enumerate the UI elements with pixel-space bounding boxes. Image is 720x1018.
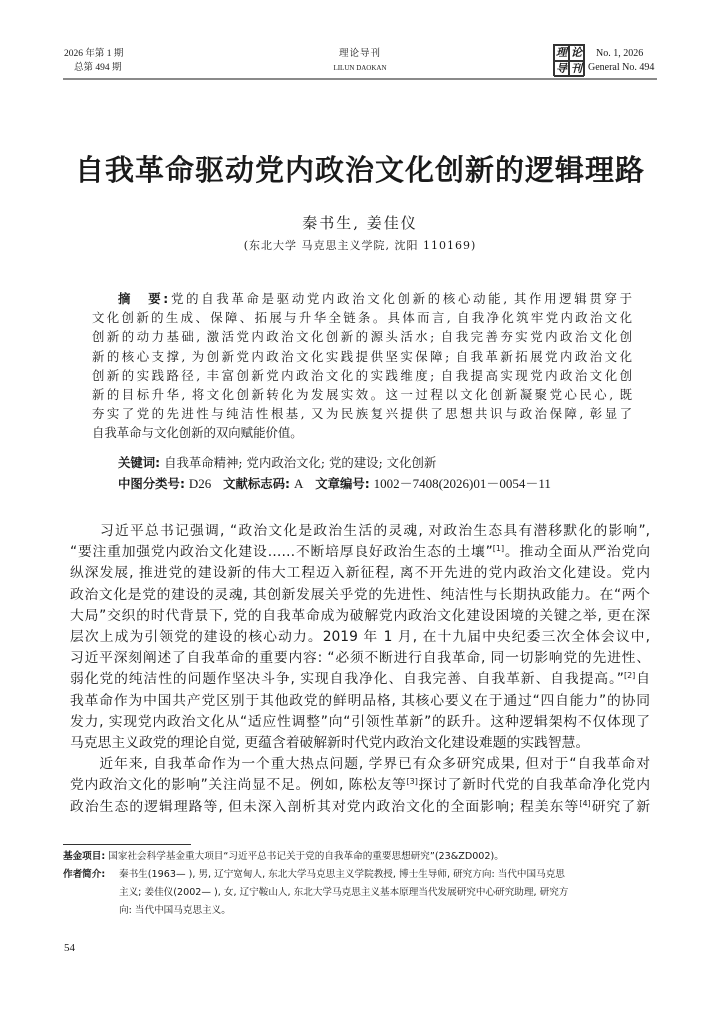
- author-note: [63, 866, 568, 920]
- body-text-segment: 党内政治文化的影响”关注尚显不足。例如, 陈松友等: [70, 777, 407, 794]
- article-title: 自我革命驱动党内政治文化创新的逻辑理路: [74, 153, 645, 187]
- body-text-segment: 马克思主义政党的理论自觉, 更蕴含着破解新时代党内政治文化建设难题的实践智慧。: [70, 735, 590, 751]
- fund-note: [63, 848, 504, 866]
- author-note-line: 主义; 姜佳仪(2002— ), 女, 辽宁鞍山人, 东北大学马克思主义基本原理当代发展研究中心研究助理, 研究方: [119, 887, 569, 898]
- body-line: [70, 754, 650, 775]
- body-text-segment: 弱化党的纯洁性的问题作坚决斗争, 实现自我净化、自我完善、自我革新、自我提高。”: [70, 671, 624, 688]
- logo-char: 论: [571, 46, 582, 59]
- issue-year: 2026 年第 1 期: [64, 49, 124, 59]
- citation-ref[interactable]: [1]: [492, 544, 505, 554]
- fund-label: 基金项目:: [63, 851, 106, 862]
- body-text-segment: 自: [635, 671, 650, 688]
- body-line: [70, 606, 650, 627]
- doc-code-label: 文献标志码:: [223, 476, 291, 491]
- abstract-line: [92, 423, 632, 442]
- page-number: 54: [64, 942, 75, 954]
- journal-name-cn: 理论导刊: [338, 49, 381, 59]
- footnote-rule: [63, 844, 191, 845]
- body-text-segment: 近年来, 自我革命作为一个重大热点问题, 学界已有众多研究成果, 但对于“自我革命对: [70, 756, 650, 773]
- issue-total: 总第 494 期: [74, 63, 122, 73]
- abstract-text: 文化创新的生成、保障、拓展与升华全链条。具体而言, 自我净化筑牢党内政治文化: [92, 310, 632, 326]
- body-text-segment: “要注重加强党内政治文化建设……不断培厚良好政治生态的土壤”: [70, 544, 493, 561]
- body-line: [70, 521, 650, 542]
- author-note-label: 作者简介:: [63, 869, 106, 880]
- abstract-line: [118, 289, 632, 308]
- clc-label: 中图分类号:: [118, 476, 185, 491]
- abstract-line: [92, 347, 632, 366]
- abstract-line: [92, 327, 632, 346]
- body-text-segment: 研究了新: [590, 798, 650, 815]
- abstract-text: 创新的实践路径, 丰富创新党内政治文化的实践维度; 自我提高实现党内政治文化创: [92, 367, 632, 383]
- body-line: [70, 797, 650, 818]
- abstract-line: [92, 308, 632, 327]
- keywords-label: 关键词:: [118, 455, 161, 470]
- body-line: [70, 669, 650, 690]
- body-line: [70, 775, 650, 796]
- body-line: [70, 563, 650, 584]
- issue-info-en: [588, 47, 654, 75]
- journal-name-en: LILUN DAOKAN: [333, 64, 387, 72]
- body-text-segment: 。推动全面从严治党向: [504, 544, 651, 561]
- fund-value: 国家社会科学基金重大项目“习近平总书记关于党的自我革命的重要思想研究”(23&ZD002)。: [108, 851, 504, 862]
- body-text-segment: 习近平总书记强调, “政治文化是政治生活的灵魂, 对政治生态具有潜移默化的影响”,: [70, 523, 650, 539]
- logo-char: 导: [556, 62, 567, 75]
- body-line: [70, 712, 650, 733]
- abstract-line: [92, 366, 632, 385]
- issue-number-en: No. 1, 2026: [596, 48, 644, 59]
- body-line: [70, 733, 650, 754]
- body-line: [70, 542, 650, 563]
- logo-char: 理: [556, 46, 567, 59]
- keywords: [118, 453, 658, 472]
- header-rule: [63, 78, 657, 80]
- abstract-text: 自我革命与文化创新的双向赋能价值。: [92, 425, 303, 441]
- classification: [118, 474, 658, 493]
- article-number-label: 文章编号:: [315, 476, 370, 491]
- body-line: [70, 585, 650, 606]
- abstract-label: 摘 要:: [118, 291, 169, 306]
- body-text-segment: 探讨了新时代党的自我革命净化党内: [417, 777, 651, 794]
- body-text-segment: 大局”交织的时代背景下, 党的自我革命成为破解党内政治文化建设困境的关键之举, 更在深: [70, 607, 650, 624]
- body-line: [70, 627, 650, 648]
- citation-ref[interactable]: [4]: [579, 798, 591, 808]
- doc-code-value: A: [293, 476, 304, 491]
- clc-value: D26: [188, 476, 212, 491]
- body-text-segment: 纵深发展, 推进党的建设新的伟大工程迈入新征程, 离不开先进的党内政治文化建设。党内: [70, 565, 650, 582]
- abstract-text: 新的目标升华, 将文化创新转化为发展实效。这一过程以文化创新凝聚党心民心, 既: [92, 387, 632, 402]
- author-note-line: 秦书生(1963— ), 男, 辽宁宽甸人, 东北大学马克思主义学院教授, 博士生导师, 研究方向: 当代中国马克思: [119, 869, 565, 880]
- body-text-segment: 政治生态的逻辑理路等, 但未深入剖析其对党内政治文化的全面影响; 程美东等: [70, 798, 580, 815]
- abstract-line: [92, 385, 632, 404]
- journal-logo: [553, 44, 585, 76]
- citation-ref[interactable]: [2]: [623, 671, 636, 681]
- abstract-text: 创新的动力基础, 激活党内政治文化创新的源头活水; 自我完善夯实党内政治文化创: [92, 329, 632, 345]
- abstract-text: 夯实了党的先进性与纯洁性根基, 又为民族复兴提供了思想共识与政治保障, 彰显了: [92, 406, 632, 422]
- abstract-text: 新的核心支撑, 为创新党内政治文化实践提供坚实保障; 自我革新拓展党内政治文化: [92, 348, 632, 364]
- keywords-value: 自我革命精神; 党内政治文化; 党的建设; 文化创新: [164, 455, 437, 470]
- body-text-segment: 我革命作为中国共产党区别于其他政党的鲜明品格, 其核心要义在于通过“四自能力”的协同: [70, 692, 650, 709]
- body-text-segment: 层次上成为引领党的建设的核心动力。2019 年 1 月, 在十九届中央纪委三次全体会议中,: [70, 629, 650, 645]
- body-text-segment: 政治文化是党的建设的灵魂, 其创新发展关乎党的先进性、纯洁性与长期执政能力。在“两个: [70, 586, 650, 603]
- body-line: [70, 691, 650, 712]
- authors: 秦书生, 姜佳仪: [302, 214, 418, 232]
- article-number-value: 1002－7408(2026)01－0054－11: [373, 476, 551, 491]
- citation-ref[interactable]: [3]: [406, 777, 418, 787]
- body-line: [70, 648, 650, 669]
- affiliation: (东北大学 马克思主义学院, 沈阳 110169): [243, 239, 477, 252]
- logo-char: 刊: [571, 62, 582, 75]
- abstract-line: [92, 404, 632, 423]
- author-note-line: 向: 当代中国马克思主义。: [119, 905, 231, 916]
- body-text-segment: 发力, 实现党内政治文化从“适应性调整”向“引领性革新”的跃升。这种逻辑架构不仅体现了: [70, 713, 650, 730]
- abstract-text: 党的自我革命是驱动党内政治文化创新的核心动能, 其作用逻辑贯穿于: [168, 291, 632, 306]
- body-text-segment: 习近平深刻阐述了自我革命的重要内容: “必须不断进行自我革命, 同一切影响党的先进性、: [70, 650, 650, 667]
- general-number-en: General No. 494: [588, 62, 655, 73]
